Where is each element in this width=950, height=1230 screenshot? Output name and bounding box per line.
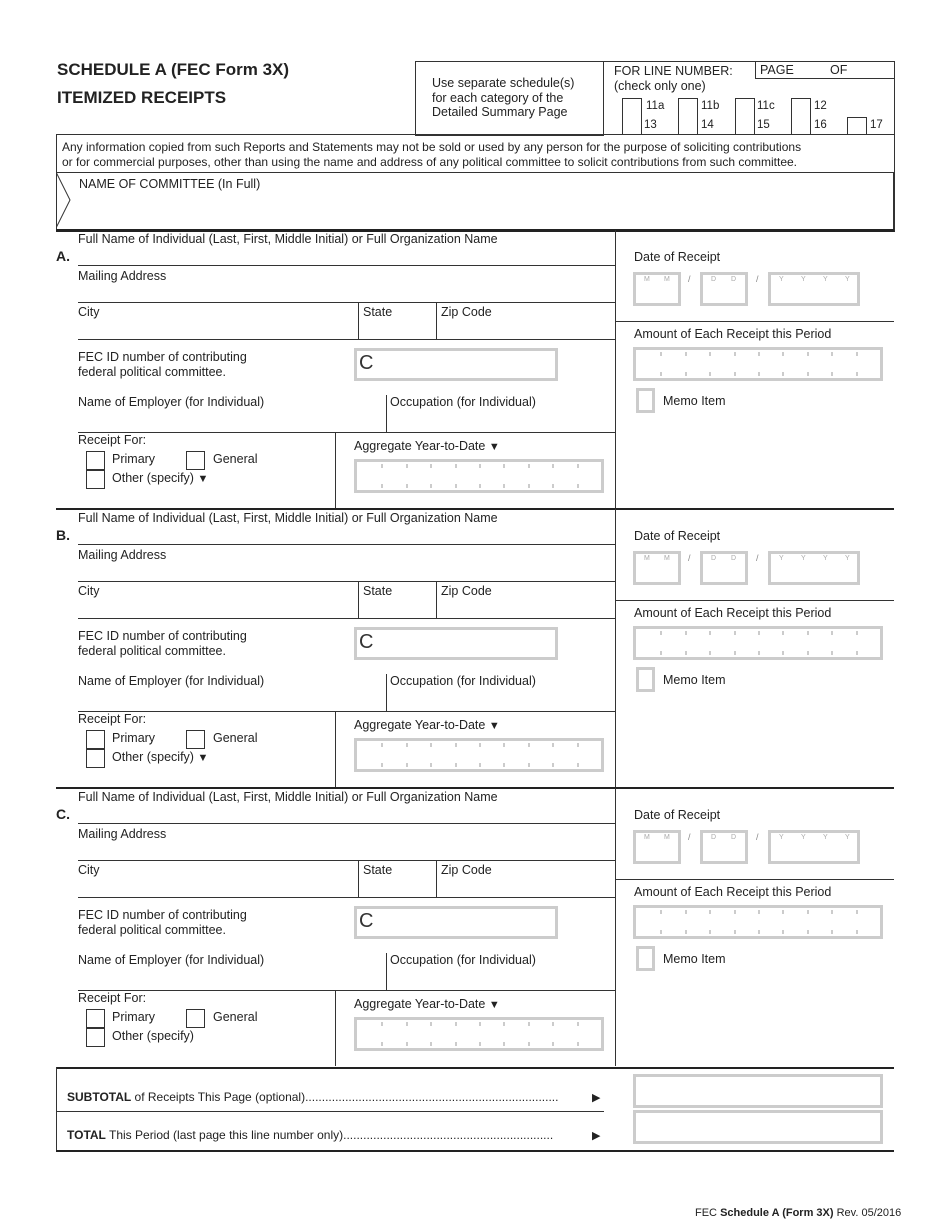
line-12-checkbox[interactable] — [791, 98, 811, 134]
committee-chevron — [56, 172, 74, 229]
city-label: City — [78, 305, 100, 319]
state-label: State — [363, 863, 393, 877]
aggregate-label: Aggregate Year-to-Date ▼ — [354, 997, 500, 1011]
date-month-field[interactable]: M M — [633, 830, 681, 864]
fec-id-field[interactable] — [354, 627, 558, 660]
aggregate-field[interactable] — [354, 738, 604, 772]
mailing-field[interactable] — [78, 581, 615, 582]
other-checkbox[interactable] — [86, 1028, 105, 1047]
divider — [386, 953, 387, 991]
date-separator: / — [688, 553, 691, 563]
divider — [56, 1067, 894, 1069]
occupation-label: Occupation (for Individual) — [390, 395, 536, 409]
fec-id-prefix: C — [359, 631, 374, 653]
primary-label: Primary — [112, 452, 156, 466]
full-name-field[interactable] — [78, 823, 615, 824]
down-arrow-icon: ▼ — [488, 441, 500, 453]
employer-occupation-field[interactable] — [78, 711, 615, 712]
page-label: PAGE — [760, 63, 794, 77]
aggregate-label: Aggregate Year-to-Date ▼ — [354, 718, 500, 732]
employer-label: Name of Employer (for Individual) — [78, 953, 265, 967]
memo-label: Memo Item — [663, 394, 726, 408]
fec-id-label: FEC ID number of contributing — [78, 908, 247, 922]
line-14-label: 14 — [701, 119, 714, 131]
divider — [335, 990, 336, 1066]
line-number-label: FOR LINE NUMBER: — [614, 64, 733, 78]
line-11c-label: 11c — [757, 100, 775, 112]
full-name-label: Full Name of Individual (Last, First, Middle Initial) or Full Organization Name — [78, 511, 498, 525]
zip-label: Zip Code — [441, 305, 492, 319]
divider — [335, 711, 336, 787]
amount-label: Amount of Each Receipt this Period — [634, 606, 832, 620]
city-state-zip-field[interactable] — [78, 618, 615, 619]
down-arrow-icon: ▼ — [488, 720, 500, 732]
mailing-field[interactable] — [78, 302, 615, 303]
memo-checkbox[interactable] — [636, 946, 655, 971]
other-label: Other (specify) ▼ — [112, 471, 209, 485]
date-year-field[interactable]: Y Y Y Y — [768, 551, 860, 585]
instruction-line-3: Detailed Summary Page — [432, 105, 568, 119]
committee-label: NAME OF COMMITTEE (In Full) — [79, 177, 261, 191]
down-arrow-icon: ▼ — [488, 999, 500, 1011]
date-label: Date of Receipt — [634, 250, 721, 264]
divider — [358, 302, 359, 340]
employer-label: Name of Employer (for Individual) — [78, 395, 265, 409]
mailing-label: Mailing Address — [78, 827, 167, 841]
date-separator: / — [688, 274, 691, 284]
fec-id-field[interactable] — [354, 906, 558, 939]
receipt-for-label: Receipt For: — [78, 712, 147, 726]
zip-label: Zip Code — [441, 584, 492, 598]
line-11a-label: 11a — [646, 100, 665, 112]
other-label: Other (specify) — [112, 1029, 194, 1043]
full-name-field[interactable] — [78, 544, 615, 545]
aggregate-field[interactable] — [354, 459, 604, 493]
city-label: City — [78, 584, 100, 598]
general-label: General — [213, 1010, 258, 1024]
mailing-label: Mailing Address — [78, 269, 167, 283]
date-day-field[interactable]: D D — [700, 830, 748, 864]
line-12-label: 12 — [814, 100, 827, 112]
fec-id-label: FEC ID number of contributing — [78, 350, 247, 364]
employer-label: Name of Employer (for Individual) — [78, 674, 265, 688]
city-state-zip-field[interactable] — [78, 339, 615, 340]
aggregate-label: Aggregate Year-to-Date ▼ — [354, 439, 500, 453]
fec-id-prefix: C — [359, 352, 374, 374]
divider — [615, 600, 894, 601]
line-17-checkbox[interactable] — [847, 117, 867, 134]
receipt-for-label: Receipt For: — [78, 991, 147, 1005]
general-label: General — [213, 731, 258, 745]
primary-checkbox[interactable] — [86, 730, 105, 749]
mailing-label: Mailing Address — [78, 548, 167, 562]
date-year-field[interactable]: Y Y Y Y — [768, 272, 860, 306]
employer-occupation-field[interactable] — [78, 990, 615, 991]
zip-label: Zip Code — [441, 863, 492, 877]
amount-field[interactable] — [633, 905, 883, 939]
mailing-field[interactable] — [78, 860, 615, 861]
receipt-for-label: Receipt For: — [78, 433, 147, 447]
employer-occupation-field[interactable] — [78, 432, 615, 433]
fec-id-field[interactable] — [354, 348, 558, 381]
date-separator: / — [756, 274, 759, 284]
full-name-label: Full Name of Individual (Last, First, Middle Initial) or Full Organization Name — [78, 790, 498, 804]
full-name-field[interactable] — [78, 265, 615, 266]
subtotal-amount-field[interactable] — [633, 1074, 883, 1108]
line-13-label: 13 — [644, 119, 657, 131]
date-day-field[interactable]: D D — [700, 272, 748, 306]
state-label: State — [363, 305, 393, 319]
date-separator: / — [756, 832, 759, 842]
city-state-zip-field[interactable] — [78, 897, 615, 898]
total-label: TOTAL This Period (last page this line number only)............................................................... — [67, 1128, 554, 1142]
line-15-label: 15 — [757, 119, 770, 131]
date-month-field[interactable]: M M — [633, 551, 681, 585]
subtotal-arrow-icon: ▶ — [592, 1092, 601, 1104]
of-label: OF — [830, 63, 848, 77]
form-subtitle: ITEMIZED RECEIPTS — [57, 88, 227, 107]
general-checkbox[interactable] — [186, 1009, 205, 1028]
divider — [436, 302, 437, 340]
divider — [615, 788, 616, 1066]
general-checkbox[interactable] — [186, 451, 205, 470]
divider — [56, 508, 894, 510]
full-name-label: Full Name of Individual (Last, First, Middle Initial) or Full Organization Name — [78, 232, 498, 246]
occupation-label: Occupation (for Individual) — [390, 674, 536, 688]
divider — [615, 509, 616, 787]
divider — [436, 860, 437, 898]
line-11b-label: 11b — [701, 100, 720, 112]
fec-id-label-2: federal political committee. — [78, 365, 226, 379]
divider — [56, 787, 894, 789]
other-label: Other (specify) ▼ — [112, 750, 209, 764]
divider — [56, 172, 893, 173]
total-arrow-icon: ▶ — [592, 1130, 601, 1142]
aggregate-field[interactable] — [354, 1017, 604, 1051]
form-title: SCHEDULE A (FEC Form 3X) — [57, 60, 290, 79]
divider — [615, 879, 894, 880]
state-label: State — [363, 584, 393, 598]
divider — [335, 432, 336, 508]
divider — [436, 581, 437, 619]
section-c-label: C. — [56, 806, 70, 822]
date-month-field[interactable]: M M — [633, 272, 681, 306]
check-only-one: (check only one) — [614, 79, 706, 93]
instruction-line-2: for each category of the — [432, 91, 564, 105]
memo-checkbox[interactable] — [636, 388, 655, 413]
down-arrow-icon: ▼ — [197, 473, 209, 485]
line-17-label: 17 — [870, 119, 883, 131]
divider — [615, 230, 616, 508]
total-amount-field[interactable] — [633, 1110, 883, 1144]
other-checkbox[interactable] — [86, 749, 105, 768]
date-year-field[interactable]: Y Y Y Y — [768, 830, 860, 864]
occupation-label: Occupation (for Individual) — [390, 953, 536, 967]
amount-field[interactable] — [633, 347, 883, 381]
divider — [615, 321, 894, 322]
city-label: City — [78, 863, 100, 877]
memo-label: Memo Item — [663, 673, 726, 687]
section-a-label: A. — [56, 248, 70, 264]
general-label: General — [213, 452, 258, 466]
divider — [56, 1111, 604, 1112]
date-label: Date of Receipt — [634, 529, 721, 543]
general-checkbox[interactable] — [186, 730, 205, 749]
divider — [56, 229, 894, 231]
divider — [893, 172, 894, 229]
primary-checkbox[interactable] — [86, 1009, 105, 1028]
notice-line-2: or for commercial purposes, other than using the name and address of any political committee to solicit contributions from such committee. — [62, 155, 798, 169]
divider — [358, 581, 359, 619]
divider — [56, 1150, 894, 1152]
memo-checkbox[interactable] — [636, 667, 655, 692]
amount-field[interactable] — [633, 626, 883, 660]
fec-id-label-2: federal political committee. — [78, 644, 226, 658]
other-checkbox[interactable] — [86, 470, 105, 489]
primary-label: Primary — [112, 731, 156, 745]
fec-id-label-2: federal political committee. — [78, 923, 226, 937]
amount-label: Amount of Each Receipt this Period — [634, 885, 832, 899]
memo-label: Memo Item — [663, 952, 726, 966]
primary-checkbox[interactable] — [86, 451, 105, 470]
instruction-line-1: Use separate schedule(s) — [432, 76, 575, 90]
line-16-label: 16 — [814, 119, 827, 131]
divider — [56, 1067, 57, 1151]
notice-line-1: Any information copied from such Reports and Statements may not be sold or used by any person for the purpose of soliciting contributions — [62, 140, 802, 154]
date-day-field[interactable]: D D — [700, 551, 748, 585]
down-arrow-icon: ▼ — [197, 752, 209, 764]
divider — [386, 395, 387, 433]
fec-id-prefix: C — [359, 910, 374, 932]
date-separator: / — [688, 832, 691, 842]
footer: FEC Schedule A (Form 3X) Rev. 05/2016 — [695, 1207, 902, 1219]
divider — [358, 860, 359, 898]
fec-id-label: FEC ID number of contributing — [78, 629, 247, 643]
amount-label: Amount of Each Receipt this Period — [634, 327, 832, 341]
line-11b-checkbox[interactable] — [678, 98, 698, 134]
date-separator: / — [756, 553, 759, 563]
date-label: Date of Receipt — [634, 808, 721, 822]
section-b-label: B. — [56, 527, 70, 543]
divider — [386, 674, 387, 712]
line-11a-checkbox[interactable] — [622, 98, 642, 134]
primary-label: Primary — [112, 1010, 156, 1024]
subtotal-label: SUBTOTAL of Receipts This Page (optional)............................................................................ — [67, 1090, 559, 1104]
line-11c-checkbox[interactable] — [735, 98, 755, 134]
